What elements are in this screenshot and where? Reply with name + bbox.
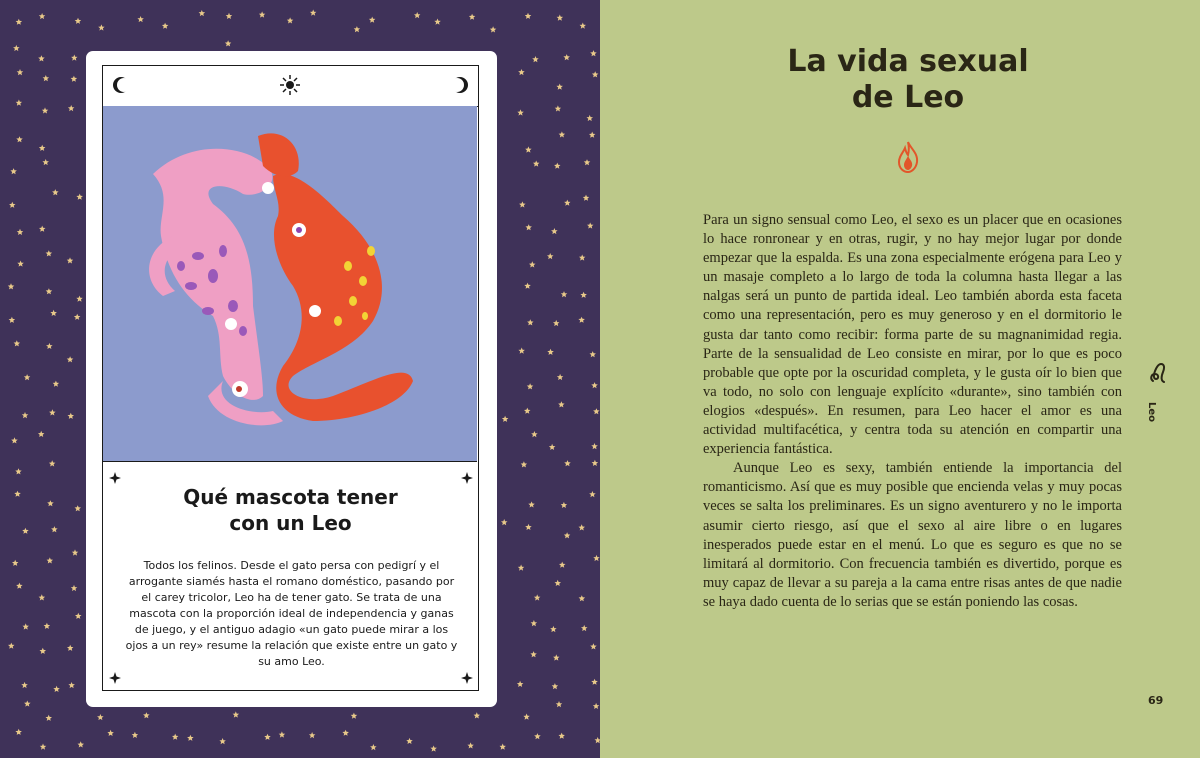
star-icon [225,40,231,46]
star-icon [22,412,29,418]
star-icon [68,413,75,419]
star-icon [549,444,556,450]
star-icon [162,23,169,29]
star-icon [525,13,532,19]
star-icon [581,625,588,631]
star-icon [518,348,525,354]
star-icon [591,382,598,388]
star-icon [51,526,58,532]
star-icon [39,145,46,151]
star-icon [590,50,597,56]
star-icon [547,349,554,355]
star-icon [547,253,554,259]
star-icon [524,283,531,289]
star-icon [23,623,29,629]
star-icon [67,645,73,651]
star-icon [591,679,598,685]
star-icon [590,351,596,357]
star-icon [38,55,45,61]
star-icon [587,115,594,121]
article-body [703,211,1122,612]
star-icon [561,502,567,508]
paragraph: Para un signo sensual como Leo, el sexo es un placer que en ocasiones lo hace ronronear y en otras, rugir, y no hay mejor lugar por donde empezar que la espalda. Es una zona especialmente erógena para Leo y un masaje completo a lo largo de toda la columna hasta llegar a las nalgas será un punto de partida ideal. Leo también aborda esta faceta como una representación, pero es muy generoso y en el dormitorio le gusta dar tanto como recibir: forma parte de su magnanimidad regia. Parte de la sensualidad de Leo consiste en mirar, por lo que es poco probable que opte por la oscuridad completa, y le gusta oír lo bien que va todo, no solo con lenguaje explícito «durante», sino también con elogios «después». En resumen, para Leo hacer el amor es una actividad multifacética, y centra toda su atención en compartir una experiencia fantástica. [703,212,1122,458]
star-icon [579,595,586,601]
crescent-moon-icon [450,75,470,95]
right-page [600,0,1200,758]
star-icon [287,17,293,23]
star-icon [42,107,49,113]
star-icon [199,10,206,16]
star-icon [8,643,15,649]
star-icon [46,250,53,256]
star-icon [16,100,22,106]
star-icon [590,643,597,649]
star-icon [9,317,16,323]
star-icon [39,594,46,600]
star-icon [10,168,16,174]
star-icon [557,15,564,21]
star-icon [490,26,497,32]
star-icon [50,310,57,316]
star-icon [524,408,531,414]
star-icon [172,734,178,740]
star-icon [559,733,565,739]
star-icon [47,557,53,563]
star-icon [13,45,20,51]
star-icon [593,408,600,414]
star-icon [550,626,556,632]
star-icon [593,555,599,561]
page-title: La vida sexual de Leo [787,44,1029,115]
star-icon [68,105,75,111]
star-icon [531,620,538,626]
star-icon [24,701,31,707]
star-icon [76,296,82,302]
star-icon [591,443,598,449]
side-label: Leo [1146,402,1157,423]
star-icon [469,14,475,20]
star-icon [46,343,53,349]
star-icon [109,472,121,484]
star-icon [564,200,570,206]
card-title: Qué mascota tener con un Leo [183,485,398,535]
star-icon [527,319,533,325]
paragraph: Aunque Leo es sexy, también entiende la importancia del romanticismo. Así que es muy posible que encienda velas y muy pocas veces se salta los preliminares. Es un signo aventurero y no le importa asumir cierto riesgo, así que el sexo al aire libre o en lugares inesperados puede estar en el menú. Lo que es seguro es que no se limitará al dormitorio. Con frecuencia también es divertido, porque es muy capaz de llevar a su pareja a la cama entre risas antes de que nadie se haya dado cuenta de lo serias que se están poniendo las cosas. [703,460,1122,610]
star-icon [534,594,541,600]
card-header-band [103,66,478,107]
star-icon [39,13,46,19]
star-icon [53,686,60,692]
star-icon [534,733,541,739]
cats-illustration [103,106,477,462]
star-icon [579,255,585,261]
star-icon [53,381,59,387]
star-icon [525,524,532,530]
star-icon [369,17,376,23]
star-icon [530,651,536,657]
star-icon [557,374,563,380]
star-icon [529,261,536,267]
crescent-moon-icon [111,75,131,95]
star-icon [24,374,30,380]
star-icon [42,159,49,165]
star-icon [555,580,562,586]
star-icon [12,560,18,566]
star-icon [309,732,316,738]
star-icon [370,744,377,750]
star-icon [52,189,59,195]
star-icon [521,461,527,467]
star-icon [137,16,143,22]
star-icon [430,746,437,752]
star-icon [15,468,21,474]
star-icon [8,283,15,289]
star-icon [564,532,570,538]
star-icon [71,585,78,591]
star-icon [76,194,83,200]
star-icon [17,261,24,267]
star-icon [406,738,412,744]
star-icon [233,711,240,717]
star-icon [434,19,441,25]
star-icon [523,714,529,720]
star-icon [44,623,51,629]
star-icon [143,712,150,718]
star-icon [71,76,78,82]
star-icon [563,54,570,60]
star-icon [501,519,508,525]
star-icon [49,460,56,466]
star-icon [592,460,599,466]
star-icon [592,71,599,77]
pet-card [86,51,497,707]
star-icon [531,431,537,437]
star-icon [587,223,594,229]
star-icon [279,731,286,737]
star-icon [561,291,568,297]
star-icon [532,56,539,62]
star-icon [46,288,53,294]
star-icon [579,524,586,530]
star-icon [47,500,54,506]
star-icon [580,292,587,298]
leo-sign-icon [1149,361,1167,385]
star-icon [187,735,194,741]
star-icon [519,201,526,207]
star-icon [75,18,82,24]
star-icon [264,734,270,740]
star-icon [219,738,225,744]
star-icon [74,314,81,320]
star-icon [342,730,349,736]
star-icon [17,229,23,235]
page-number: 69 [1148,694,1164,707]
star-icon [98,24,104,30]
star-icon [518,69,525,75]
card-body-text: Todos los felinos. Desde el gato persa con pedigrí y el arrogante siamés hasta el romano doméstico, pasando por el carey tricolor, Leo ha de tener gato. Se trata de una mascota con la proporción ideal de independencia y ganas de juego, y el antiguo adagio «un gato puede mirar a los ojos a un rey» resume la relación que existe entre un gato y su amo Leo. [125,559,458,668]
star-icon [583,195,589,201]
star-icon [226,13,233,19]
star-icon [555,105,561,111]
star-icon [554,163,560,169]
star-icon [553,654,559,660]
star-icon [46,715,53,721]
star-icon [593,703,600,709]
star-icon [461,672,473,684]
star-icon [580,23,587,29]
star-icon [9,202,15,208]
star-icon [414,12,420,18]
star-icon [72,549,79,555]
star-icon [78,741,85,747]
fire-icon [897,141,919,173]
star-icon [38,431,44,437]
star-icon [578,317,585,323]
star-icon [354,26,360,32]
star-icon [556,701,562,707]
star-icon [21,682,28,688]
star-icon [517,109,524,115]
star-icon [558,401,564,407]
star-icon [589,491,596,497]
star-icon [67,356,74,362]
star-icon [310,10,317,16]
star-icon [40,744,47,750]
star-icon [584,159,591,165]
star-icon [109,672,121,684]
star-icon [564,460,570,466]
star-icon [22,528,29,534]
star-icon [15,729,22,735]
star-icon [68,682,75,688]
star-icon [559,562,566,568]
card-frame [102,65,479,691]
star-icon [500,744,506,750]
star-icon [528,501,535,507]
star-icon [589,132,595,138]
star-icon [132,732,138,738]
star-icon [14,340,21,346]
star-icon [16,19,23,25]
star-icon [16,136,22,142]
star-icon [107,730,113,736]
star-icon [526,224,532,230]
star-icon [467,742,473,748]
star-icon [553,320,559,326]
star-icon [517,681,524,687]
star-icon [75,505,82,511]
star-icon [527,383,534,389]
star-icon [533,161,539,167]
star-icon [351,713,358,719]
star-icon [39,226,46,232]
star-icon [518,565,525,571]
star-icon [552,683,558,689]
star-icon [97,714,104,720]
star-icon [461,472,473,484]
star-icon [556,84,563,90]
star-icon [16,583,22,589]
star-icon [75,613,82,619]
star-icon [43,75,50,81]
star-icon [49,409,56,415]
star-icon [67,257,73,263]
star-icon [559,131,566,137]
sun-icon [280,75,300,95]
star-icon [40,648,47,654]
star-icon [502,416,509,422]
star-icon [17,69,24,75]
star-icon [14,491,20,497]
star-icon [525,146,531,152]
star-icon [71,55,77,61]
star-icon [551,228,558,234]
star-icon [474,712,480,718]
star-icon [11,437,18,443]
star-icon [259,11,265,17]
